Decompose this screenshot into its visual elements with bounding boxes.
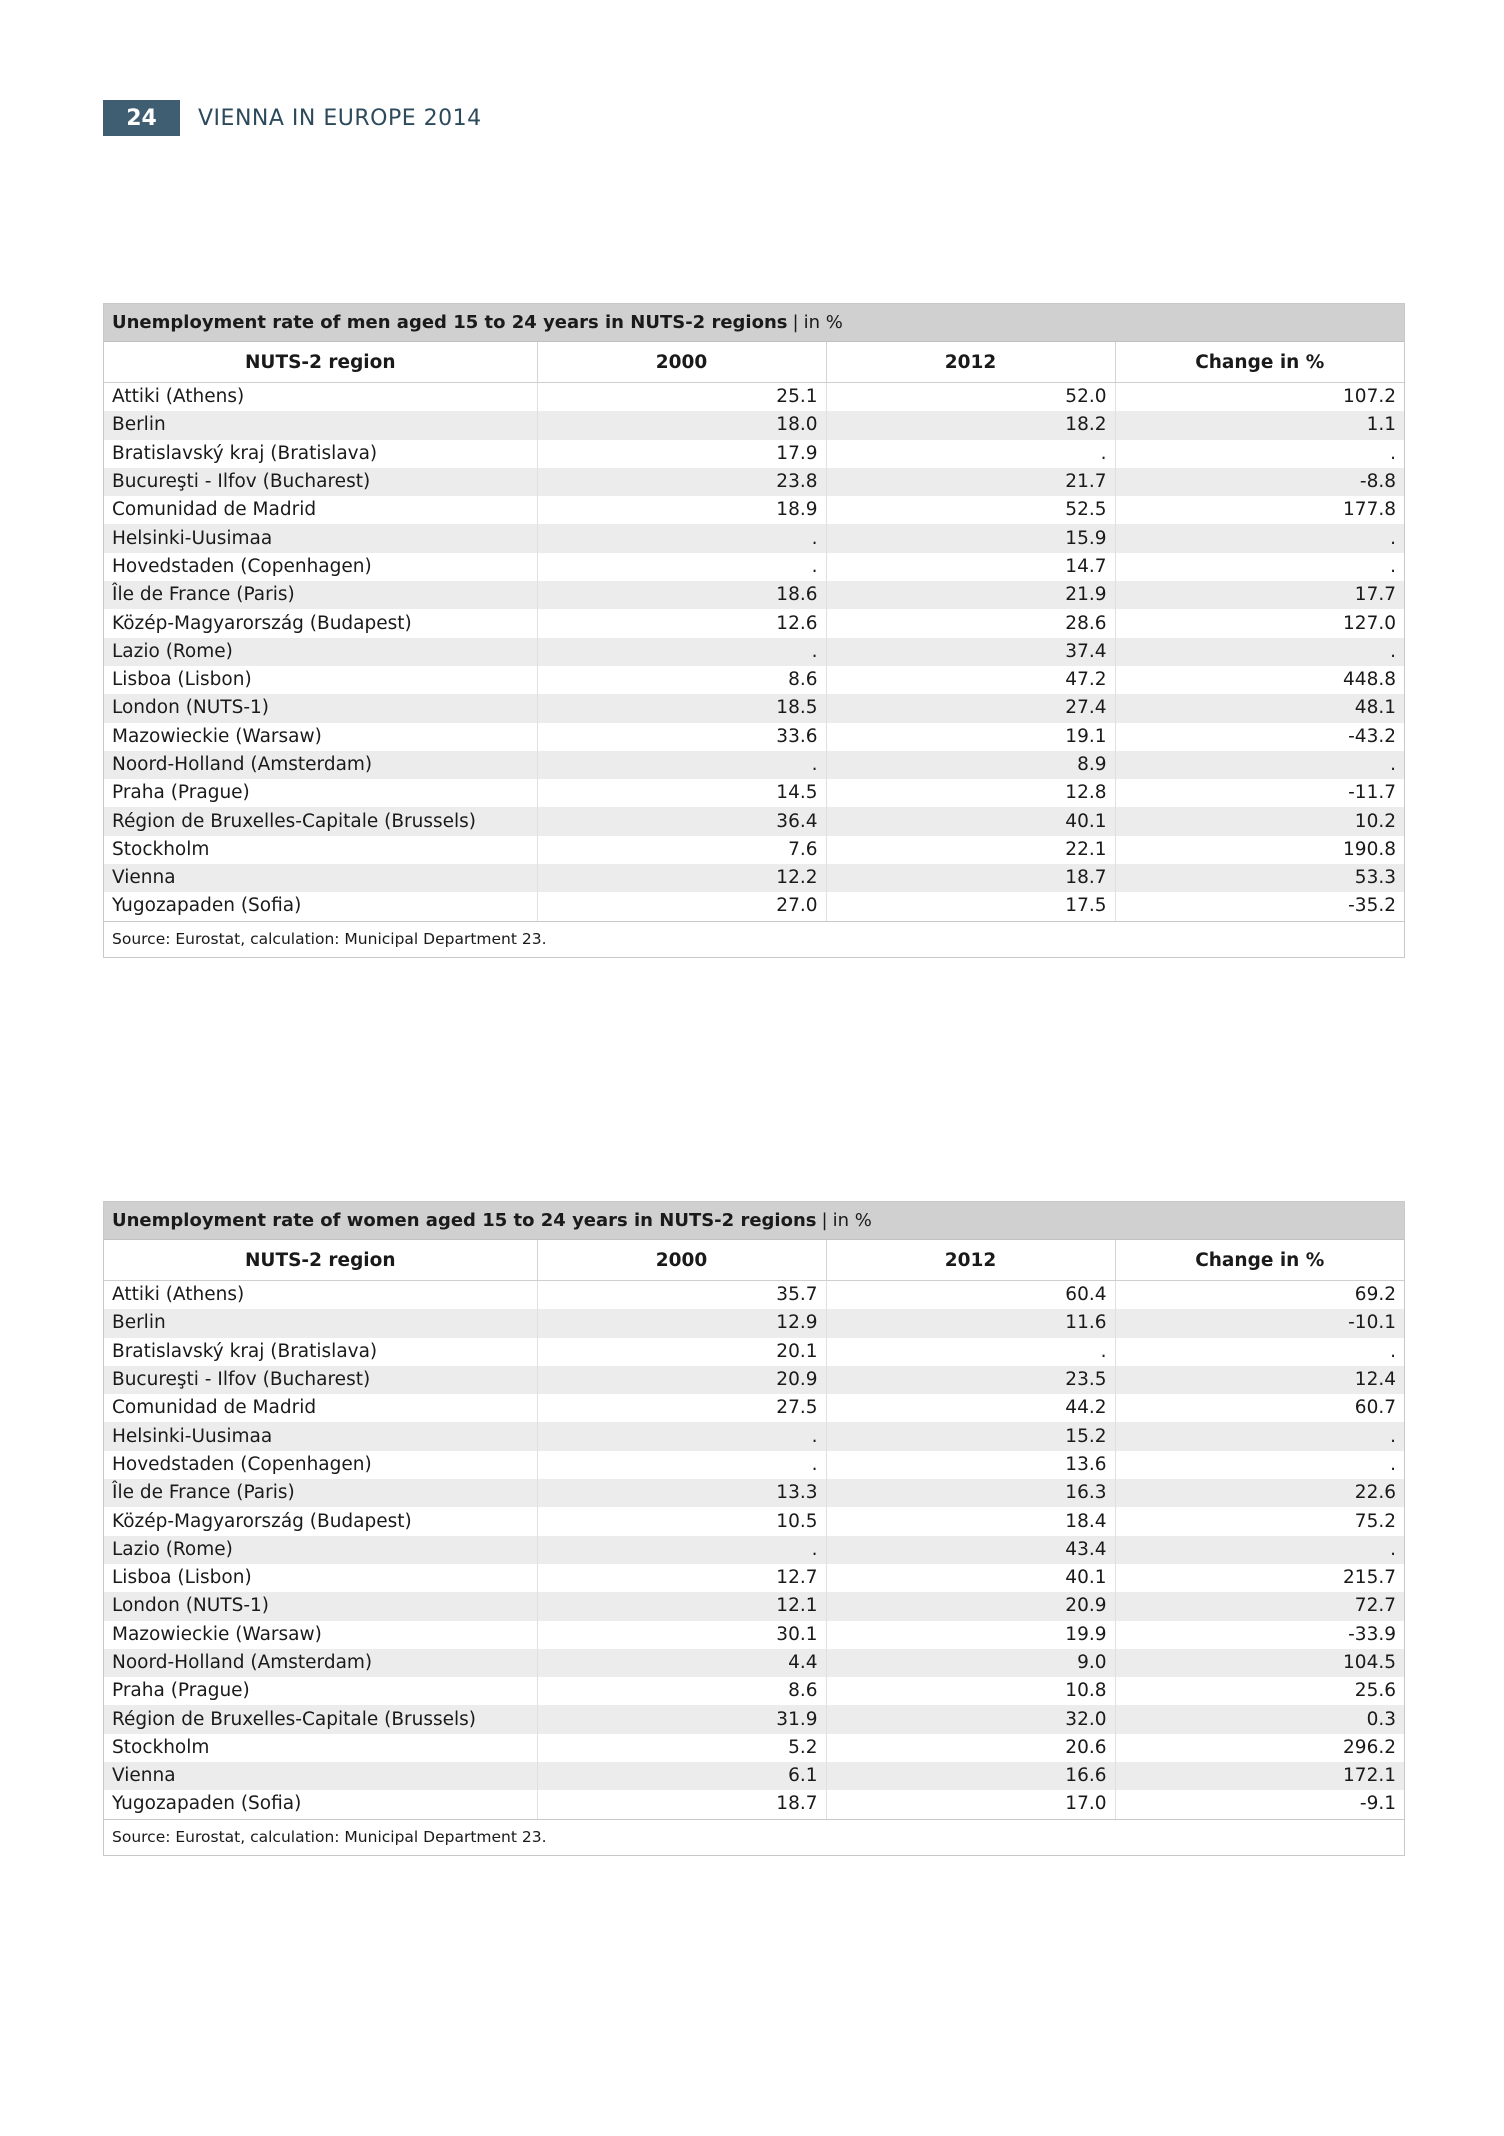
cell-2000: . xyxy=(537,1536,826,1564)
table-row xyxy=(104,1507,1404,1535)
table-row xyxy=(104,666,1404,694)
cell-region: Praha (Prague) xyxy=(104,1677,537,1705)
table-unit: in % xyxy=(803,312,843,333)
cell-change: 25.6 xyxy=(1354,1680,1396,1702)
cell-change: . xyxy=(1390,1453,1396,1475)
column-header-2012: 2012 xyxy=(826,342,1115,383)
cell-change: . xyxy=(1115,751,1404,779)
cell-change: . xyxy=(1390,442,1396,464)
cell-change: 69.2 xyxy=(1354,1284,1396,1306)
cell-change: 172.1 xyxy=(1115,1762,1404,1790)
cell-region: Berlin xyxy=(104,411,537,439)
cell-2000: 31.9 xyxy=(537,1705,826,1733)
cell-region: Közép-Magyarország (Budapest) xyxy=(104,1507,537,1535)
cell-region: Noord-Holland (Amsterdam) xyxy=(104,751,537,779)
table-row xyxy=(104,524,1404,552)
cell-2012: 18.2 xyxy=(826,411,1115,439)
cell-change: . xyxy=(1115,1422,1404,1450)
cell-region: Mazowieckie (Warsaw) xyxy=(104,723,537,751)
cell-region: Attiki (Athens) xyxy=(104,1281,537,1310)
cell-change: . xyxy=(1390,1340,1396,1362)
table-source: Source: Eurostat, calculation: Municipal Department 23. xyxy=(104,1819,1404,1855)
table-row xyxy=(104,1422,1404,1450)
cell-2012: 43.4 xyxy=(826,1536,1115,1564)
cell-region: Bucureşti - Ilfov (Bucharest) xyxy=(104,1366,537,1394)
cell-2012: 10.8 xyxy=(826,1677,1115,1705)
table-row xyxy=(104,1621,1404,1649)
table-title-text: Unemployment rate of men aged 15 to 24 years in NUTS-2 regions xyxy=(112,312,788,333)
cell-2012: 14.7 xyxy=(826,553,1115,581)
cell-region: Région de Bruxelles-Capitale (Brussels) xyxy=(104,1705,537,1733)
cell-2012: 13.6 xyxy=(826,1451,1115,1479)
cell-change: -10.1 xyxy=(1115,1309,1404,1337)
cell-change: . xyxy=(1115,1536,1404,1564)
cell-change: 75.2 xyxy=(1354,1510,1396,1532)
cell-2012: 20.6 xyxy=(826,1734,1115,1762)
cell-change: . xyxy=(1115,638,1404,666)
cell-2012: 16.3 xyxy=(826,1479,1115,1507)
table-unit: in % xyxy=(832,1210,872,1231)
table-row xyxy=(104,1762,1404,1790)
cell-region: Hovedstaden (Copenhagen) xyxy=(104,553,537,581)
table-row xyxy=(104,383,1404,412)
header-row xyxy=(104,1240,1404,1281)
cell-2000: 20.9 xyxy=(537,1366,826,1394)
table-row xyxy=(104,1309,1404,1337)
cell-change: 177.8 xyxy=(1343,499,1396,521)
cell-region: Vienna xyxy=(104,1762,537,1790)
cell-2000: 18.6 xyxy=(537,581,826,609)
cell-region: Yugozapaden (Sofia) xyxy=(104,892,537,920)
cell-2012: 15.2 xyxy=(826,1422,1115,1450)
cell-change: . xyxy=(1115,524,1404,552)
cell-change: 448.8 xyxy=(1343,669,1396,691)
men-unemployment-table xyxy=(103,303,1405,958)
cell-change: 104.5 xyxy=(1115,1649,1404,1677)
table-row xyxy=(104,1536,1404,1564)
cell-2000: 12.7 xyxy=(537,1564,826,1592)
table-row xyxy=(104,638,1404,666)
title-separator: | xyxy=(821,1210,828,1231)
table-row xyxy=(104,1338,1404,1366)
table-row xyxy=(104,892,1404,920)
cell-2000: 8.6 xyxy=(537,1677,826,1705)
cell-2000: 13.3 xyxy=(537,1479,826,1507)
table-row xyxy=(104,1281,1404,1310)
table-row xyxy=(104,1677,1404,1705)
title-separator: | xyxy=(792,312,799,333)
cell-2000: . xyxy=(537,1451,826,1479)
table-row xyxy=(104,723,1404,751)
cell-2000: . xyxy=(537,524,826,552)
cell-change: 17.7 xyxy=(1115,581,1404,609)
cell-region: London (NUTS-1) xyxy=(104,694,537,722)
cell-change: 48.1 xyxy=(1115,694,1404,722)
cell-2012: 28.6 xyxy=(826,609,1115,637)
table-row xyxy=(104,496,1404,524)
cell-region: Attiki (Athens) xyxy=(104,383,537,412)
women-unemployment-table xyxy=(103,1201,1405,1856)
cell-2000: . xyxy=(537,638,826,666)
cell-2000: 25.1 xyxy=(537,383,826,412)
cell-2000: 18.9 xyxy=(537,496,826,524)
column-header-2000: 2000 xyxy=(537,342,826,383)
table-row xyxy=(104,1366,1404,1394)
cell-2012: 12.8 xyxy=(826,779,1115,807)
cell-change: . xyxy=(1390,555,1396,577)
cell-2012: 52.0 xyxy=(826,383,1115,412)
cell-2000: 14.5 xyxy=(537,779,826,807)
table-row xyxy=(104,1649,1404,1677)
cell-change: -43.2 xyxy=(1348,725,1396,747)
cell-change: -35.2 xyxy=(1348,895,1396,917)
cell-2012: 9.0 xyxy=(826,1649,1115,1677)
table-row xyxy=(104,1592,1404,1620)
table-source: Source: Eurostat, calculation: Municipal Department 23. xyxy=(104,921,1404,957)
table-row xyxy=(104,807,1404,835)
header-row xyxy=(104,342,1404,383)
table-row xyxy=(104,779,1404,807)
cell-2000: 18.5 xyxy=(537,694,826,722)
cell-2000: . xyxy=(537,751,826,779)
cell-2012: . xyxy=(826,440,1115,468)
cell-2012: 17.0 xyxy=(826,1790,1115,1818)
table-row xyxy=(104,411,1404,439)
column-header-region: NUTS-2 region xyxy=(104,342,537,383)
table-row xyxy=(104,836,1404,864)
table-row xyxy=(104,1479,1404,1507)
cell-2012: 22.1 xyxy=(826,836,1115,864)
cell-2000: 30.1 xyxy=(537,1621,826,1649)
cell-2012: 60.4 xyxy=(826,1281,1115,1310)
cell-2000: 36.4 xyxy=(537,807,826,835)
cell-region: Helsinki-Uusimaa xyxy=(104,1422,537,1450)
column-header-2000: 2000 xyxy=(537,1240,826,1281)
cell-region: Bratislavský kraj (Bratislava) xyxy=(104,440,537,468)
cell-region: London (NUTS-1) xyxy=(104,1592,537,1620)
cell-2000: 27.0 xyxy=(537,892,826,920)
cell-region: Lazio (Rome) xyxy=(104,638,537,666)
cell-region: Comunidad de Madrid xyxy=(104,1394,537,1422)
page-number: 24 xyxy=(103,100,180,136)
cell-2012: 21.9 xyxy=(826,581,1115,609)
cell-2012: 27.4 xyxy=(826,694,1115,722)
cell-region: Lisboa (Lisbon) xyxy=(104,666,537,694)
cell-2012: 19.1 xyxy=(826,723,1115,751)
cell-2000: 6.1 xyxy=(537,1762,826,1790)
cell-region: Mazowieckie (Warsaw) xyxy=(104,1621,537,1649)
cell-region: Yugozapaden (Sofia) xyxy=(104,1790,537,1818)
cell-2012: 8.9 xyxy=(826,751,1115,779)
column-header-region: NUTS-2 region xyxy=(104,1240,537,1281)
cell-region: Helsinki-Uusimaa xyxy=(104,524,537,552)
cell-change: -33.9 xyxy=(1348,1623,1396,1645)
cell-2012: 18.7 xyxy=(826,864,1115,892)
page-header xyxy=(103,100,482,136)
table-row xyxy=(104,468,1404,496)
cell-change: 190.8 xyxy=(1343,838,1396,860)
cell-2012: 32.0 xyxy=(826,1705,1115,1733)
table-row xyxy=(104,1394,1404,1422)
cell-change: -9.1 xyxy=(1359,1793,1396,1815)
cell-region: Comunidad de Madrid xyxy=(104,496,537,524)
cell-2000: 27.5 xyxy=(537,1394,826,1422)
cell-2012: . xyxy=(826,1338,1115,1366)
cell-2000: 12.1 xyxy=(537,1592,826,1620)
cell-2000: 12.6 xyxy=(537,609,826,637)
cell-change: 0.3 xyxy=(1115,1705,1404,1733)
cell-2012: 18.4 xyxy=(826,1507,1115,1535)
cell-region: Hovedstaden (Copenhagen) xyxy=(104,1451,537,1479)
table-row xyxy=(104,694,1404,722)
cell-2012: 44.2 xyxy=(826,1394,1115,1422)
data-table xyxy=(104,1240,1404,1819)
cell-2000: 20.1 xyxy=(537,1338,826,1366)
cell-2012: 11.6 xyxy=(826,1309,1115,1337)
publication-title: VIENNA IN EUROPE 2014 xyxy=(198,105,482,131)
cell-region: Praha (Prague) xyxy=(104,779,537,807)
cell-region: Bratislavský kraj (Bratislava) xyxy=(104,1338,537,1366)
cell-2012: 52.5 xyxy=(826,496,1115,524)
cell-change: 127.0 xyxy=(1343,612,1396,634)
table-title xyxy=(104,304,1404,342)
cell-region: Bucureşti - Ilfov (Bucharest) xyxy=(104,468,537,496)
cell-2012: 21.7 xyxy=(826,468,1115,496)
cell-region: Stockholm xyxy=(104,836,537,864)
data-table xyxy=(104,342,1404,921)
cell-change: 22.6 xyxy=(1115,1479,1404,1507)
cell-change: 53.3 xyxy=(1115,864,1404,892)
column-header-change: Change in % xyxy=(1115,342,1404,383)
cell-2000: 18.7 xyxy=(537,1790,826,1818)
cell-change: -8.8 xyxy=(1115,468,1404,496)
cell-2012: 20.9 xyxy=(826,1592,1115,1620)
cell-region: Noord-Holland (Amsterdam) xyxy=(104,1649,537,1677)
cell-change: -11.7 xyxy=(1348,782,1396,804)
cell-2000: 7.6 xyxy=(537,836,826,864)
cell-region: Berlin xyxy=(104,1309,537,1337)
column-header-2012: 2012 xyxy=(826,1240,1115,1281)
cell-2000: . xyxy=(537,553,826,581)
cell-change: 1.1 xyxy=(1115,411,1404,439)
cell-region: Lisboa (Lisbon) xyxy=(104,1564,537,1592)
cell-2000: 10.5 xyxy=(537,1507,826,1535)
cell-2012: 17.5 xyxy=(826,892,1115,920)
column-header-change: Change in % xyxy=(1115,1240,1404,1281)
table-row xyxy=(104,751,1404,779)
table-title xyxy=(104,1202,1404,1240)
cell-change: 215.7 xyxy=(1343,1567,1396,1589)
table-row xyxy=(104,440,1404,468)
cell-2012: 16.6 xyxy=(826,1762,1115,1790)
cell-2000: 33.6 xyxy=(537,723,826,751)
table-row xyxy=(104,581,1404,609)
cell-2000: 12.2 xyxy=(537,864,826,892)
cell-2012: 23.5 xyxy=(826,1366,1115,1394)
cell-2012: 47.2 xyxy=(826,666,1115,694)
cell-2000: 5.2 xyxy=(537,1734,826,1762)
table-row xyxy=(104,1564,1404,1592)
cell-2000: 17.9 xyxy=(537,440,826,468)
table-row xyxy=(104,1734,1404,1762)
cell-change: 12.4 xyxy=(1115,1366,1404,1394)
cell-2012: 37.4 xyxy=(826,638,1115,666)
cell-region: Lazio (Rome) xyxy=(104,1536,537,1564)
table-title-text: Unemployment rate of women aged 15 to 24 years in NUTS-2 regions xyxy=(112,1210,817,1231)
cell-2012: 40.1 xyxy=(826,1564,1115,1592)
cell-2012: 15.9 xyxy=(826,524,1115,552)
table-row xyxy=(104,1451,1404,1479)
table-row xyxy=(104,553,1404,581)
cell-2000: 8.6 xyxy=(537,666,826,694)
table-row xyxy=(104,1705,1404,1733)
cell-2000: 23.8 xyxy=(537,468,826,496)
cell-2000: . xyxy=(537,1422,826,1450)
cell-region: Île de France (Paris) xyxy=(104,1479,537,1507)
cell-region: Stockholm xyxy=(104,1734,537,1762)
cell-change: 10.2 xyxy=(1115,807,1404,835)
cell-2000: 12.9 xyxy=(537,1309,826,1337)
table-row xyxy=(104,609,1404,637)
cell-change: 296.2 xyxy=(1343,1736,1396,1758)
cell-change: 72.7 xyxy=(1115,1592,1404,1620)
cell-region: Région de Bruxelles-Capitale (Brussels) xyxy=(104,807,537,835)
cell-region: Île de France (Paris) xyxy=(104,581,537,609)
cell-change: 107.2 xyxy=(1343,386,1396,408)
cell-change: 60.7 xyxy=(1354,1397,1396,1419)
cell-2012: 40.1 xyxy=(826,807,1115,835)
cell-2000: 4.4 xyxy=(537,1649,826,1677)
cell-2012: 19.9 xyxy=(826,1621,1115,1649)
cell-region: Közép-Magyarország (Budapest) xyxy=(104,609,537,637)
cell-region: Vienna xyxy=(104,864,537,892)
table-row xyxy=(104,1790,1404,1818)
cell-2000: 18.0 xyxy=(537,411,826,439)
table-row xyxy=(104,864,1404,892)
cell-2000: 35.7 xyxy=(537,1281,826,1310)
